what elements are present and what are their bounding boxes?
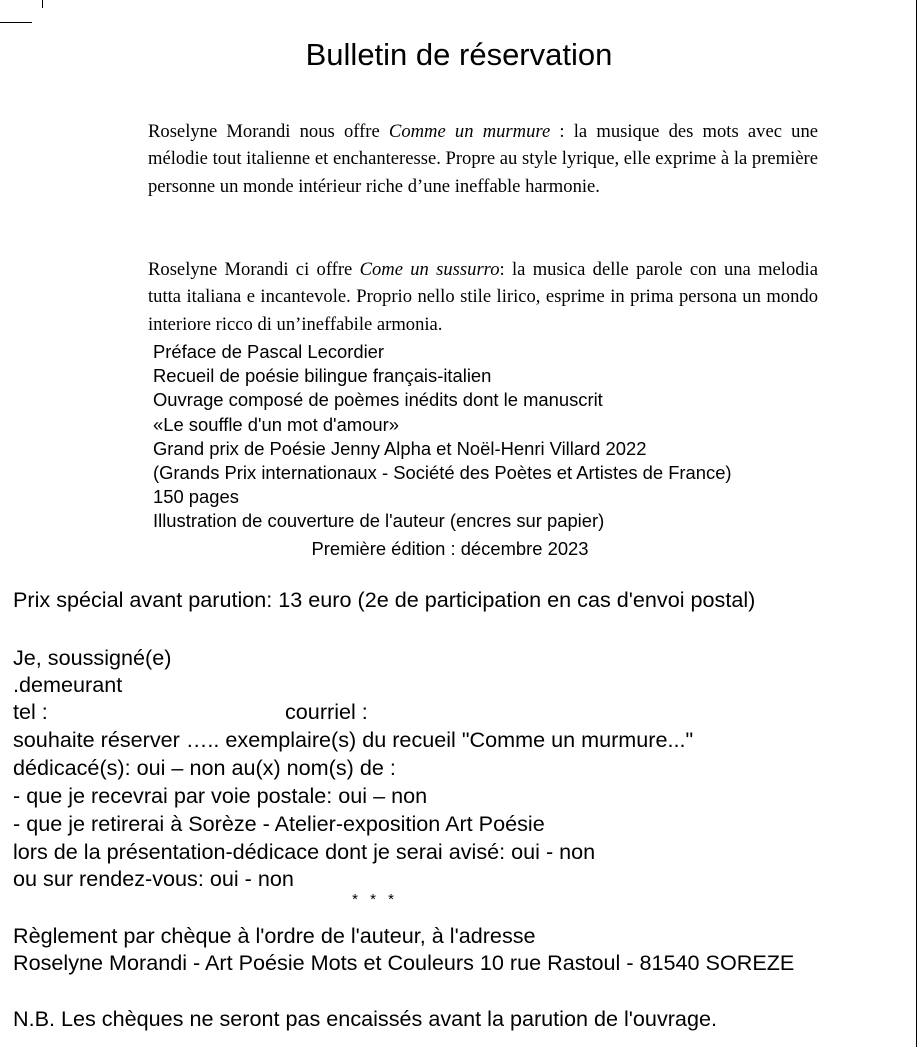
dedication-line: dédicacé(s): oui – non au(x) nom(s) de : bbox=[13, 755, 396, 780]
detail-line: Illustration de couverture de l'auteur (encres sur papier) bbox=[153, 510, 605, 532]
crop-mark-horizontal bbox=[0, 22, 32, 23]
address-line: .demeurant bbox=[13, 672, 123, 697]
description-italian bbox=[148, 256, 818, 338]
detail-line: «Le souffle d'un mot d'amour» bbox=[153, 413, 399, 435]
contact-line bbox=[13, 699, 368, 725]
book-title-italian: Come un sussurro bbox=[359, 259, 500, 280]
email-label: courriel : bbox=[285, 699, 368, 724]
reserve-line: souhaite réserver ….. exemplaire(s) du recueil "Comme un murmure..." bbox=[13, 727, 694, 752]
price-line: Prix spécial avant parution: 13 euro (2e de participation en cas d'envoi postal) bbox=[13, 587, 756, 612]
undersigned-line: Je, soussigné(e) bbox=[13, 645, 172, 670]
detail-line: Ouvrage composé de poèmes inédits dont le manuscrit bbox=[153, 389, 603, 411]
description-french-intro: Roselyne Morandi nous offre bbox=[148, 121, 389, 142]
detail-line: (Grands Prix internationaux - Société des Poètes et Artistes de France) bbox=[153, 462, 732, 484]
note-line: N.B. Les chèques ne seront pas encaissés avant la parution de l'ouvrage. bbox=[13, 1006, 717, 1031]
pickup-option-line: - que je retirerai à Sorèze - Atelier-exposition Art Poésie bbox=[13, 811, 545, 836]
detail-line: Recueil de poésie bilingue français-italien bbox=[153, 365, 492, 387]
edition-date: Première édition : décembre 2023 bbox=[311, 538, 589, 559]
description-french bbox=[148, 118, 818, 200]
tel-label: tel : bbox=[13, 699, 48, 724]
detail-line: 150 pages bbox=[153, 486, 239, 508]
detail-line: Préface de Pascal Lecordier bbox=[153, 341, 385, 362]
payment-line-2: Roselyne Morandi - Art Poésie Mots et Couleurs 10 rue Rastoul - 81540 SOREZE bbox=[13, 950, 795, 975]
separator: * * * bbox=[352, 891, 398, 908]
presentation-line: lors de la présentation-dédicace dont je serai avisé: oui - non bbox=[13, 839, 596, 864]
book-title-french: Comme un murmure bbox=[388, 121, 551, 142]
description-italian-intro: Roselyne Morandi ci offre bbox=[148, 259, 360, 280]
detail-line: Grand prix de Poésie Jenny Alpha et Noël-Henri Villard 2022 bbox=[153, 437, 647, 459]
appointment-line: ou sur rendez-vous: oui - non bbox=[13, 866, 294, 891]
crop-mark-vertical bbox=[42, 0, 43, 8]
payment-line-1: Règlement par chèque à l'ordre de l'auteur, à l'adresse bbox=[13, 923, 536, 948]
postal-option-line: - que je recevrai par voie postale: oui – non bbox=[13, 783, 428, 808]
page-edge-line bbox=[916, 0, 917, 1047]
description-french-text: : la musique des mots avec une mélodie tout italienne et enchanteresse. Propre au style lyrique, elle exprime à la première personne un monde intérieur riche d’une ineffable harmonie. bbox=[148, 121, 818, 197]
page-title: Bulletin de réservation bbox=[305, 37, 613, 72]
description-italian-text: : la musica delle parole con una melodia tutta italiana e incantevole. Proprio nello stile lirico, esprime in prima persona un mondo interiore ricco di un’ineffabile armonia. bbox=[148, 259, 818, 335]
book-details bbox=[153, 340, 732, 534]
